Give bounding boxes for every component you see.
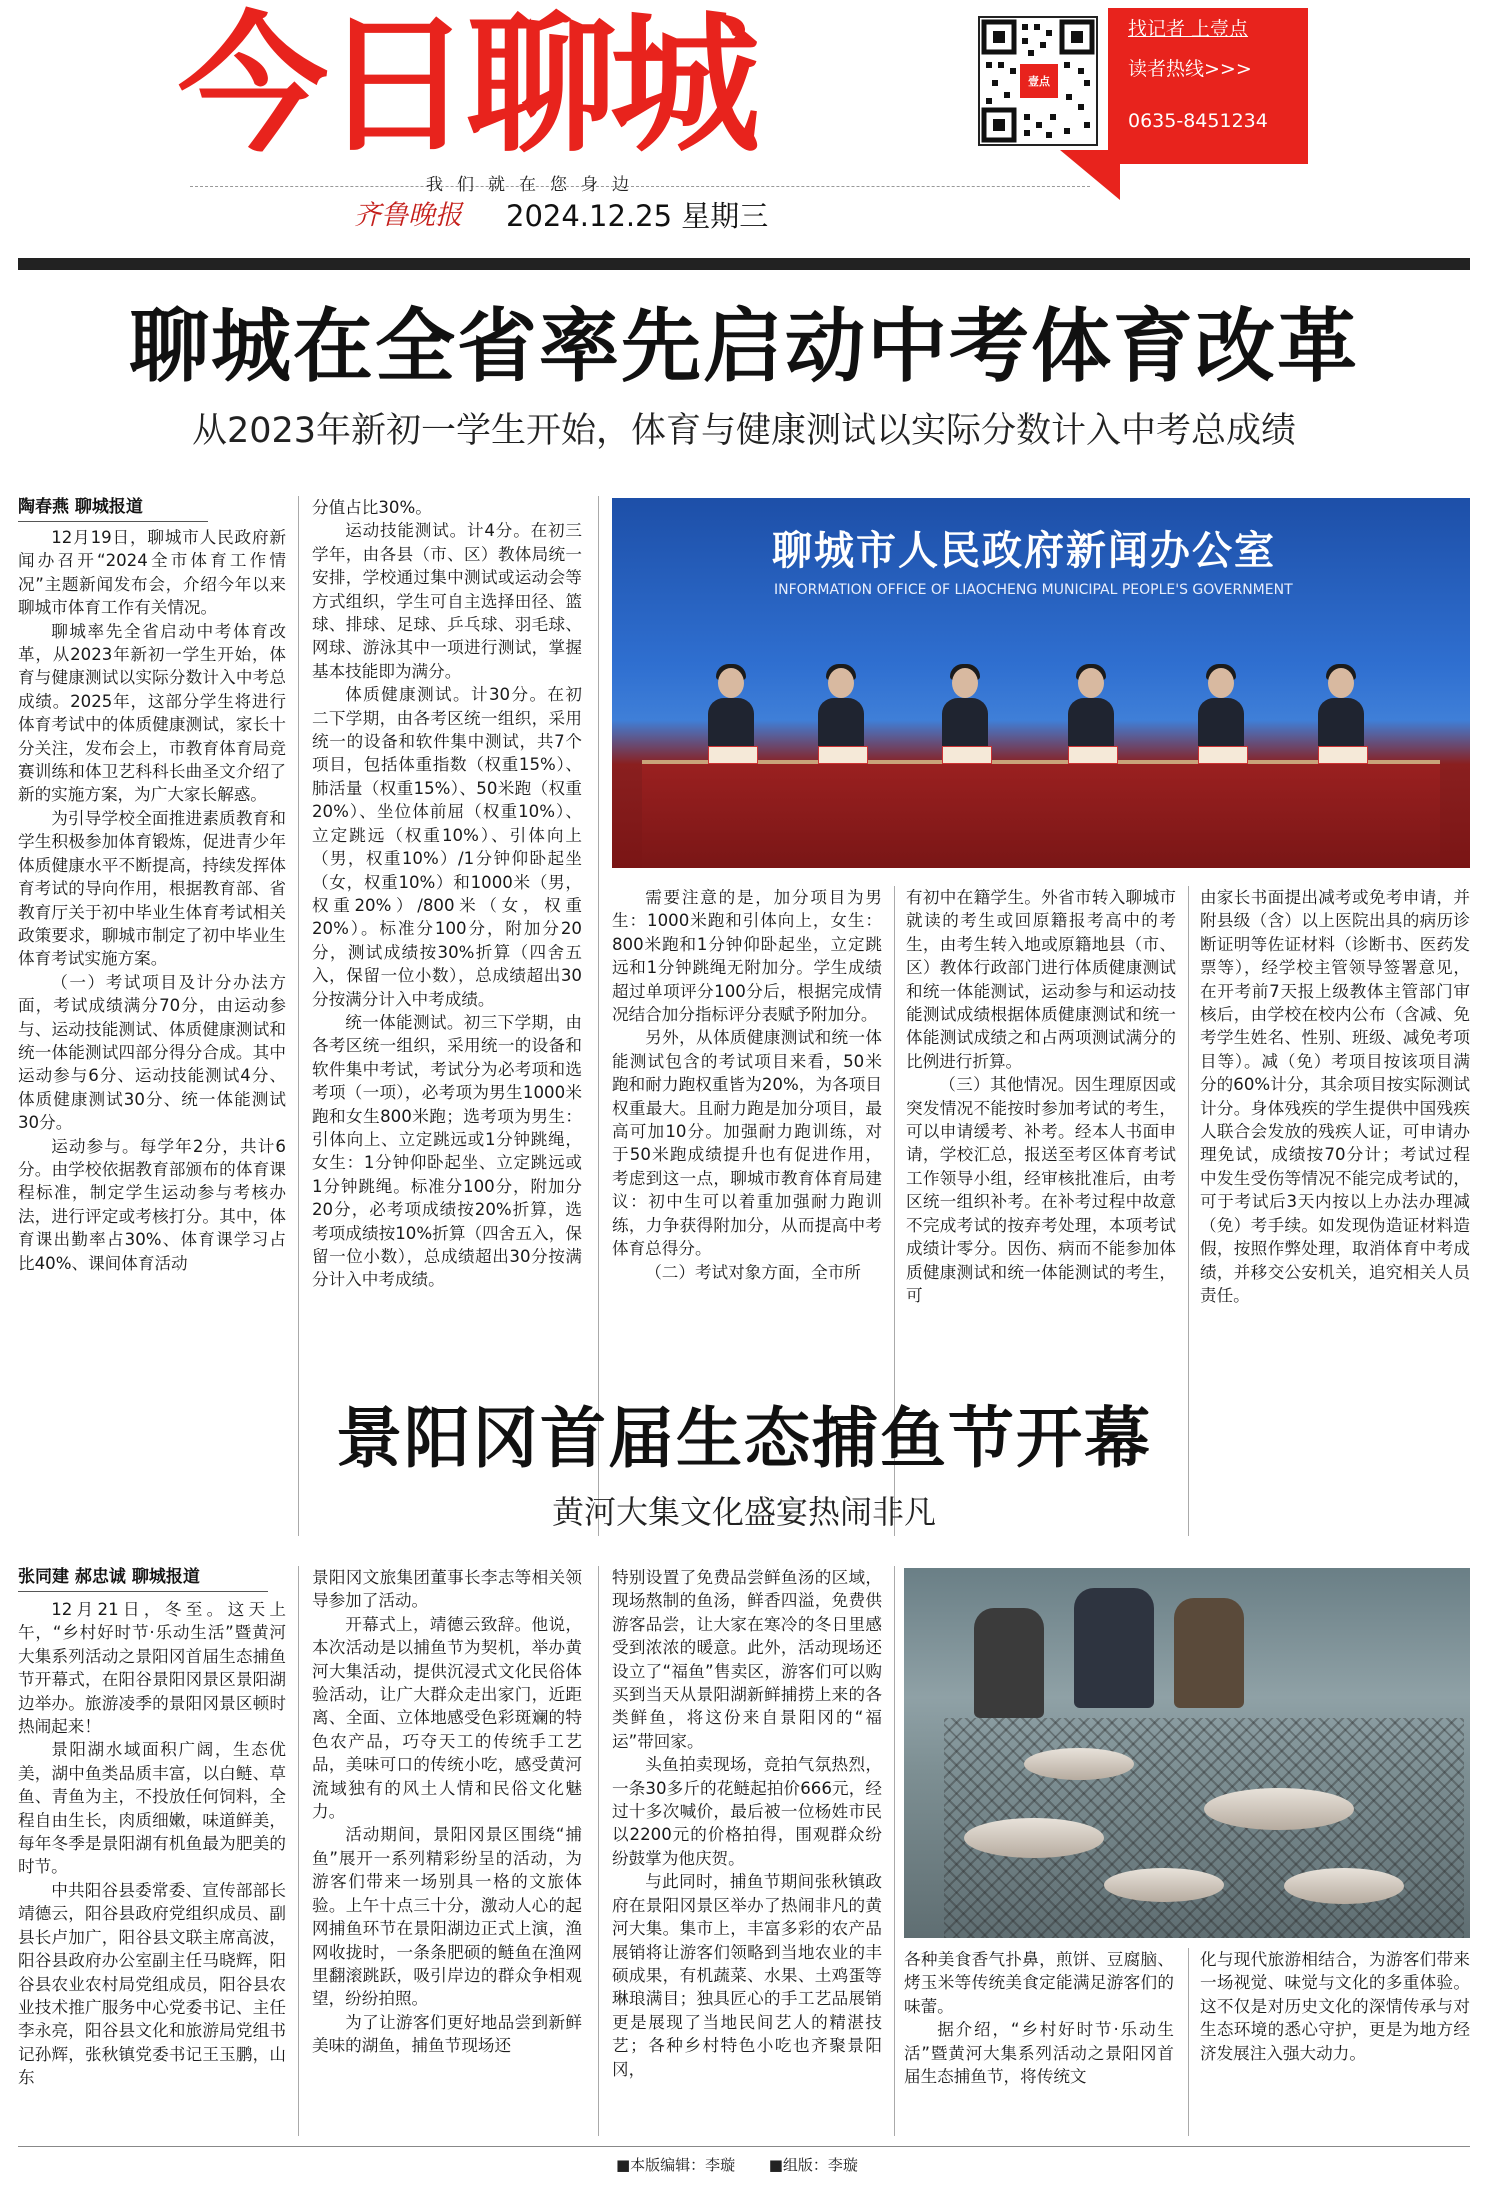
issue-date: 2024.12.25 星期三 bbox=[506, 199, 769, 233]
paragraph: 统一体能测试。初三下学期，由各考区统一组织，采用统一的设备和软件集中考试，考试分为必考项和选考项（一项），必考项为男生1000米跑和女生800米跑；选考项为男生：引体向上、立定跳远或1分钟跳绳，女生：1分钟仰卧起坐、立定跳远或1分钟跳绳。标准分100分，附加分20分，必考项成绩按20%折算，选考项成绩按10%折算（四舍五入，保留一位小数），总成绩超出30分按满分计入中考成绩。 bbox=[312, 1012, 582, 1290]
article2-column-2 bbox=[312, 1566, 582, 2136]
column-divider bbox=[298, 496, 299, 1536]
article2-column-3 bbox=[612, 1566, 882, 2136]
article1-headline: 聊城在全省率先启动中考体育改革 bbox=[129, 299, 1359, 393]
nameplate bbox=[708, 746, 758, 764]
fish-shape bbox=[964, 1818, 1104, 1858]
qr-code-icon[interactable] bbox=[978, 16, 1098, 146]
paragraph: 与此同时，捕鱼节期间张秋镇政府在景阳冈景区举办了热闹非凡的黄河大集。集市上，丰富多彩的农产品展销将让游客们领略到当地农业的丰硕成果，有机蔬菜、水果、土鸡蛋等琳琅满目；独具匠心的手工艺品展销更是展现了当地民间艺人的精湛技艺；各种乡村特色小吃也齐聚景阳冈， bbox=[612, 1872, 882, 2079]
masthead bbox=[0, 0, 1488, 270]
paragraph: 特别设置了免费品尝鲜鱼汤的区域，现场熬制的鱼汤，鲜香四溢，免费供游客品尝，让大家在寒冷的冬日里感受到浓浓的暖意。此外，活动现场还设立了“福鱼”售卖区，游客们可以购买到当天从景阳湖新鲜捕捞上来的各类鲜鱼，将这份来自景阳冈的“福运”带回家。 bbox=[612, 1568, 882, 1751]
nameplate bbox=[942, 746, 992, 764]
footer-layout: ■组版：李璇 bbox=[768, 2156, 858, 2174]
footer-rule bbox=[18, 2146, 1470, 2147]
article2-byline: 张同建 郝忠诚 聊城报道 bbox=[18, 1566, 268, 1592]
paragraph: 12月19日，聊城市人民政府新闻办召开“2024全市体育工作情况”主题新闻发布会，介绍今年以来聊城市体育工作有关情况。 bbox=[18, 528, 286, 618]
column-divider bbox=[1188, 1948, 1189, 2136]
page-footer bbox=[616, 2154, 1016, 2176]
article2-column-4 bbox=[904, 1948, 1174, 2136]
masthead-rule bbox=[18, 258, 1470, 270]
paragraph: 景阳湖水域面积广阔，生态优美，湖中鱼类品质丰富，以白鲢、草鱼、青鱼为主，不投放任何饲料，全程自由生长，肉质细嫩，味道鲜美，每年冬季是景阳湖有机鱼最为肥美的时节。 bbox=[18, 1740, 286, 1877]
press-conference-photo bbox=[612, 498, 1470, 868]
paragraph: 分值占比30%。 bbox=[312, 498, 432, 517]
column-divider bbox=[894, 1566, 895, 2136]
paper-name: 齐鲁晚报 bbox=[354, 200, 462, 231]
fish-shape bbox=[1024, 1748, 1134, 1780]
article2-headline: 景阳冈首届生态捕鱼节开幕 bbox=[336, 1399, 1152, 1477]
paragraph: 为了让游客们更好地品尝到新鲜美味的湖鱼，捕鱼节现场还 bbox=[312, 2012, 582, 2056]
paragraph: 中共阳谷县委常委、宣传部部长靖德云，阳谷县政府党组织成员、副县长卢加广，阳谷县文联主席高波，阳谷县政府办公室副主任马晓辉，阳谷县农业农村局党组成员，阳谷县农业技术推广服务中心党委书记、主任李永亮，阳谷县文化和旅游局党组书记孙辉，张秋镇党委书记王玉鹏，山东 bbox=[18, 1880, 286, 2088]
nameplate bbox=[1198, 746, 1248, 764]
nameplate bbox=[1318, 746, 1368, 764]
paragraph: 为引导学校全面推进素质教育和学生积极参加体育锻炼，促进青少年体质健康水平不断提高，持续发挥体育考试的导向作用，根据教育部、省教育厅关于初中毕业生体育考试相关政策要求，聊城市制定了初中毕业生体育考试实施方案。 bbox=[18, 808, 286, 969]
paragraph: 运动技能测试。计4分。在初三学年，由各县（市、区）教体局统一安排，学校通过集中测试或运动会等方式组织，学生可自主选择田径、篮球、排球、足球、乒乓球、羽毛球、网球、游泳其中一项进行测试，掌握基本技能即为满分。 bbox=[312, 521, 582, 681]
find-reporter-link[interactable]: 找记者 上壹点 bbox=[1128, 18, 1249, 40]
paragraph: （二）考试对象方面，全市所 bbox=[645, 1262, 861, 1282]
fisher-figure bbox=[974, 1608, 1044, 1718]
article1-column-2 bbox=[312, 496, 582, 1536]
article1-column-1 bbox=[18, 526, 286, 1536]
fisher-figure bbox=[1074, 1588, 1154, 1708]
paragraph: 聊城率先全省启动中考体育改革，从2023年新初一学生开始，体育与健康测试以实际分数计入中考总成绩。2025年，这部分学生将进行体育考试中的体质健康测试，家长十分关注，发布会上，市教育体育局竞赛训练和体卫艺科科长曲圣文介绍了新的实施方案，为广大家长解惑。 bbox=[18, 621, 286, 805]
paragraph: 据介绍，“乡村好时节·乐动生活”暨黄河大集系列活动之景阳冈首届生态捕鱼节，将传统文 bbox=[904, 2020, 1174, 2087]
nameplate bbox=[1068, 746, 1118, 764]
nameplate bbox=[818, 746, 868, 764]
masthead-logo: 今日聊城 bbox=[178, 0, 755, 173]
paragraph: 头鱼拍卖现场，竞拍气氛热烈，一条30多斤的花鲢起拍价666元，经过十多次喊价，最后被一位杨姓市民以2200元的价格拍得，围观群众纷纷鼓掌为他庆贺。 bbox=[612, 1755, 882, 1868]
column-divider bbox=[298, 1566, 299, 2136]
paragraph: （三）其他情况。因生理原因或突发情况不能按时参加考试的考生，可以申请缓考、补考。经本人书面申请，学校汇总，报送至考区体育考试工作领导小组，经审核批准后，由考区统一组织补考。在补考过程中故意不完成考试的按弃考处理，本项考试成绩计零分。因伤、病而不能参加体质健康测试和统一体能测试的考生，可 bbox=[906, 1075, 1176, 1305]
masthead-slogan: 我们就在您身边 bbox=[426, 175, 643, 195]
photo-banner-cn: 聊城市人民政府新闻办公室 bbox=[772, 528, 1276, 574]
column-divider bbox=[598, 496, 599, 1536]
paragraph: （一）考试项目及计分办法方面，考试成绩满分70分，由运动参与、运动技能测试、体质健康测试和统一体能测试四部分得分合成。其中运动参与6分、运动技能测试4分、体质健康测试30分、统一体能测试30分。 bbox=[18, 972, 286, 1133]
article2-column-1 bbox=[18, 1598, 286, 2136]
paragraph: 有初中在籍学生。外省市转入聊城市就读的考生或回原籍报考高中的考生，由考生转入地或原籍地县（市、区）教体行政部门进行体质健康测试和统一体能测试，运动参与和运动技能测试成绩根据体质健康测试和统一体能测试成绩之和占两项测试满分的比例进行折算。 bbox=[906, 888, 1176, 1071]
article1-subhead: 从2023年新初一学生开始，体育与健康测试以实际分数计入中考总成绩 bbox=[191, 411, 1297, 451]
fish-shape bbox=[1104, 1868, 1224, 1902]
reader-hotline-label: 读者热线>>> bbox=[1128, 58, 1252, 80]
fish-shape bbox=[1204, 1788, 1354, 1830]
conference-table bbox=[642, 760, 1440, 868]
article2-subhead: 黄河大集文化盛宴热闹非凡 bbox=[551, 1493, 936, 1531]
column-divider bbox=[598, 1566, 599, 2136]
fisher-figure bbox=[1174, 1598, 1244, 1708]
article2-column-5 bbox=[1200, 1948, 1470, 2136]
hotline-tail-shape bbox=[1060, 150, 1120, 200]
footer-editor: ■本版编辑：李璇 bbox=[616, 2156, 736, 2174]
paragraph: 由家长书面提出减考或免考申请，并附县级（含）以上医院出具的病历诊断证明等佐证材料（诊断书、医药发票等），经学校主管领导签署意见，在开考前7天报上级教体主管部门审核后，由学校在校内公布（含减、免考学生姓名、性别、班级、减免考项目等）。减（免）考项目按该项目满分的60%计分，其余项目按实际测试计分。身体残疾的学生提供中国残疾人联合会发放的残疾人证，可申请办理免试，成绩按70分计；考试过程中发生受伤等情况不能完成考试的，可于考试后3天内按以上办法办理减（免）考手续。如发现伪造证材料造假，按照作弊处理，取消体育中考成绩，并移交公安机关，追究相关人员责任。 bbox=[1200, 888, 1470, 1305]
paragraph: 活动期间，景阳冈景区围绕“捕鱼”展开一系列精彩纷呈的活动，为游客们带来一场别具一格的文旅体验。上午十点三十分，激动人心的起网捕鱼环节在景阳湖边正式上演，渔网收拢时，一条条肥硕的鲢鱼在渔网里翻滚跳跃，吸引岸边的群众争相观望，纷纷拍照。 bbox=[312, 1825, 582, 2009]
paragraph: 运动参与。每学年2分，共计6分。由学校依据教育部颁布的体育课程标准，制定学生运动参与考核办法，进行评定或考核打分。其中，体育课出勤率占30%、体育课学习占比40%、课间体育活动 bbox=[18, 1136, 286, 1273]
paragraph: 景阳冈文旅集团董事长李志等相关领导参加了活动。 bbox=[312, 1568, 582, 1611]
reader-hotline-number: 0635-8451234 bbox=[1128, 110, 1268, 132]
photo-banner-en: INFORMATION OFFICE OF LIAOCHENG MUNICIPAL PEOPLE'S GOVERNMENT bbox=[774, 582, 1293, 598]
article1-byline: 陶春燕 聊城报道 bbox=[18, 496, 208, 522]
paragraph: 另外，从体质健康测试和统一体能测试包含的考试项目来看，50米跑和耐力跑权重皆为20%，为各项目权重最大。且耐力跑是加分项目，最高可加10分。加强耐力跑训练，对于50米跑成绩提升也有促进作用，考虑到这一点，聊城市教育体育局建议：初中生可以着重加强耐力跑训练，力争获得附加分，从而提高中考体育总得分。 bbox=[612, 1028, 882, 1259]
paragraph: 体质健康测试。计30分。在初二下学期，由各考区统一组织，采用统一的设备和软件集中测试，共7个项目，包括体重指数（权重15%）、肺活量（权重15%）、50米跑（权重20%）、坐位体前屈（权重10%）、立定跳远（权重10%）、引体向上（男，权重10%）/1分钟仰卧起坐（女，权重10%）和1000米（男，权重20%）/800米（女，权重20%）。标准分100分，附加分20分，测试成绩按30%折算（四舍五入，保留一位小数），总成绩超出30分按满分计入中考成绩。 bbox=[312, 685, 582, 1009]
paragraph: 开幕式上，靖德云致辞。他说，本次活动是以捕鱼节为契机，举办黄河大集活动，提供沉浸式文化民俗体验活动，让广大群众走出家门，近距离、全面、立体地感受色彩斑斓的特色农产品，巧夺天工的传统手工艺品，美味可口的传统小吃，感受黄河流域独有的风土人情和民俗文化魅力。 bbox=[312, 1614, 582, 1822]
paragraph: 12月21日，冬至。这天上午，“乡村好时节·乐动生活”暨黄河大集系列活动之景阳冈首届生态捕鱼节开幕式，在阳谷景阳冈景区景阳湖边举办。旅游凌季的景阳冈景区顿时热闹起来！ bbox=[18, 1600, 286, 1737]
qr-label: 壹点 bbox=[1028, 75, 1050, 88]
paragraph: 化与现代旅游相结合，为游客们带来一场视觉、味觉与文化的多重体验。这不仅是对历史文化的深情传承与对生态环境的悉心守护，更是为地方经济发展注入强大动力。 bbox=[1200, 1950, 1470, 2063]
fish-shape bbox=[1284, 1868, 1404, 1904]
fishing-festival-photo bbox=[904, 1568, 1470, 1938]
paragraph: 各种美食香气扑鼻，煎饼、豆腐脑、烤玉米等传统美食定能满足游客们的味蕾。 bbox=[904, 1950, 1174, 2016]
paragraph: 需要注意的是，加分项目为男生：1000米跑和引体向上，女生：800米跑和1分钟仰卧起坐，立定跳远和1分钟跳绳无附加分。学生成绩超过单项评分100分后，根据完成情况结合加分指标评分表赋予附加分。 bbox=[612, 888, 882, 1025]
